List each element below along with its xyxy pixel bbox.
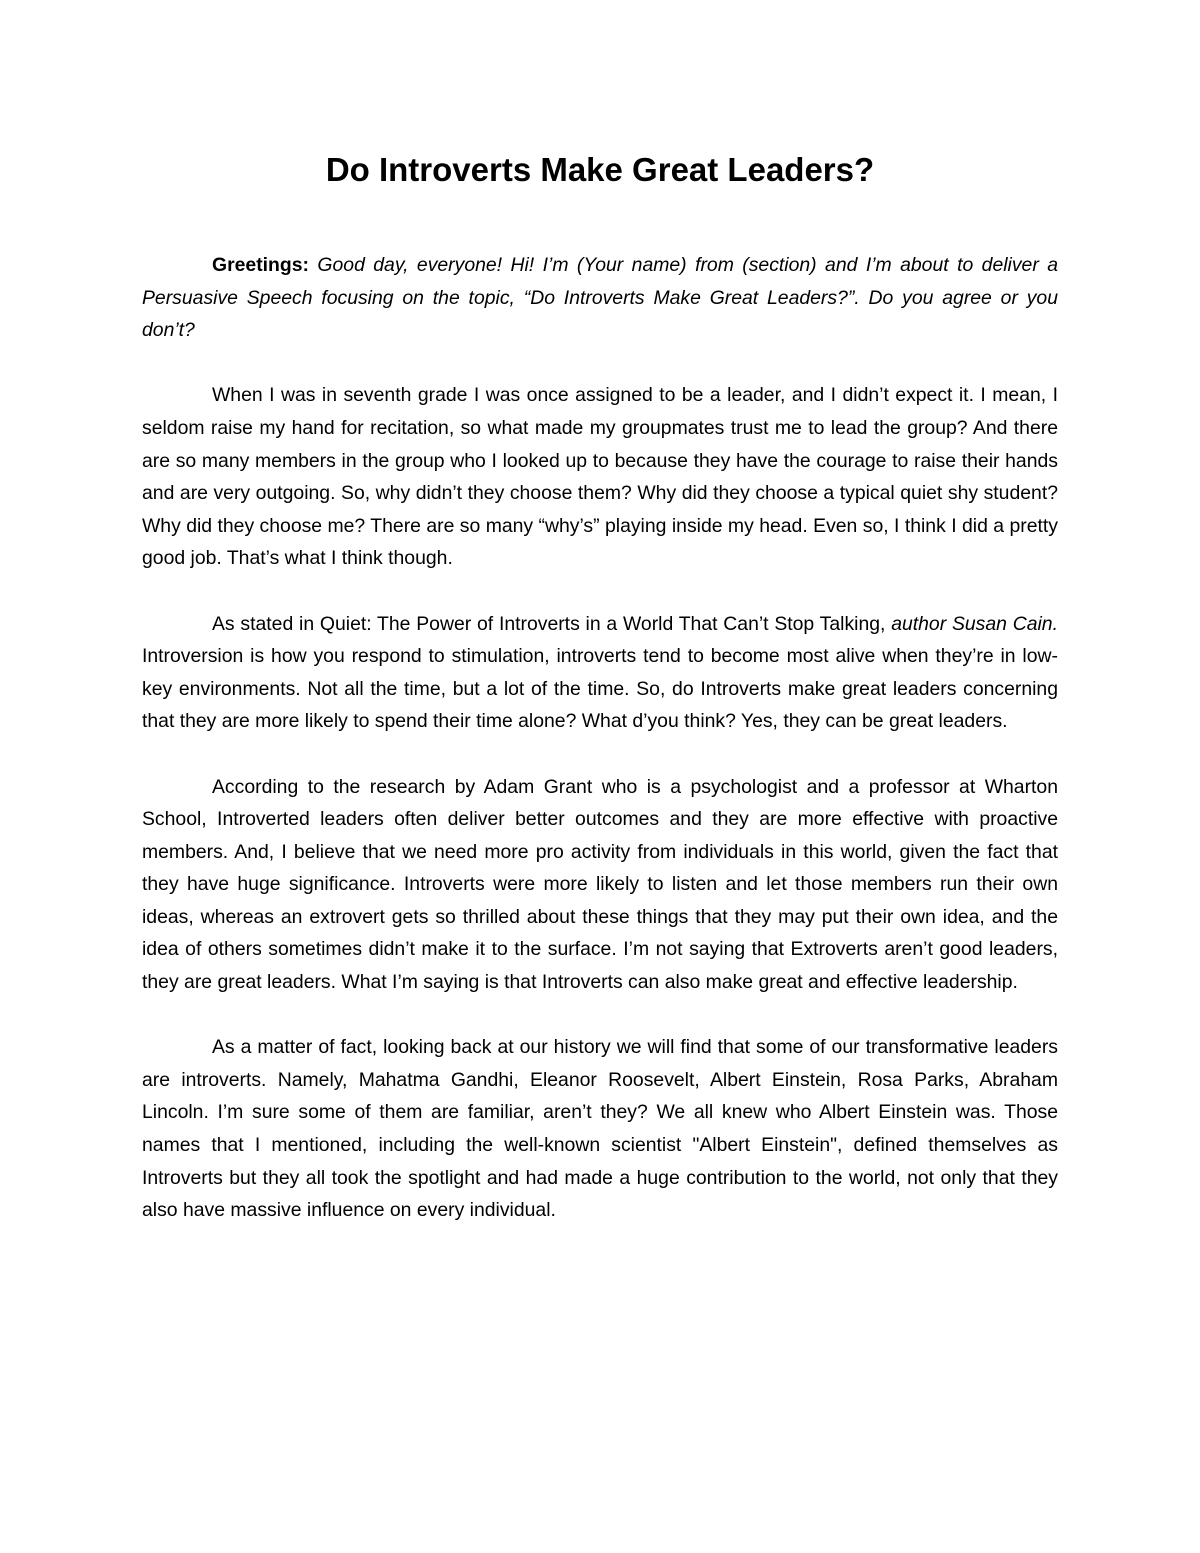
document-title: Do Introverts Make Great Leaders?: [325, 151, 875, 188]
document-body: [142, 249, 1058, 1227]
greeting-text: Good day, everyone! Hi! I’m (Your name) from (section) and I’m about to deliver a Persuasive Speech focusing on the topic, “Do Introverts Make Great Leaders?”. Do you agree or you don’t?: [142, 254, 1058, 342]
paragraph-history: As a matter of fact, looking back at our history we will find that some of our transformative leaders are introverts. Namely, Mahatma Gandhi, Eleanor Roosevelt, Albert Einstein, Rosa Parks, Abraham Lincoln. I’m sure some of them are familiar, aren’t they? We all knew who Albert Einstein was. Those names that I mentioned, including the well-known scientist "Albert Einstein", defined themselves as Introverts but they all took the spotlight and had made a huge contribution to the world, not only that they also have massive influence on every individual.: [142, 1036, 1058, 1222]
paragraph-seventh-grade: When I was in seventh grade I was once assigned to be a leader, and I didn’t expect it. I mean, I seldom raise my hand for recitation, so what made my groupmates trust me to lead the group? And there are so many members in the group who I looked up to because they have the courage to raise their hands and are very outgoing. So, why didn’t they choose them? Why did they choose a typical quiet shy student? Why did they choose me? There are so many “why’s” playing inside my head. Even so, I think I did a pretty good job. That’s what I think though.: [142, 384, 1058, 570]
paragraph-susan-cain: [142, 608, 1058, 738]
greeting-label: Greetings:: [212, 254, 309, 276]
paragraph-susan-cain-author: author Susan Cain.: [885, 612, 1058, 635]
greeting-paragraph: [142, 249, 1058, 347]
paragraph-susan-cain-rest: Introversion is how you respond to stimulation, introverts tend to become most alive when they’re in low-key environments. Not all the time, but a lot of the time. So, do Introverts make great leaders concerning that they are more likely to spend their time alone? What d’you think? Yes, they can be great leaders.: [142, 645, 1058, 733]
paragraph-susan-cain-lead: As stated in Quiet: The Power of Introverts in a World That Can’t Stop Talking,: [212, 612, 886, 635]
paragraph-adam-grant: According to the research by Adam Grant who is a psychologist and a professor at Wharton School, Introverted leaders often deliver better outcomes and they are more effective with proactive members. And, I believe that we need more pro activity from individuals in this world, given the fact that they have huge significance. Introverts were more likely to listen and let those members run their own ideas, whereas an extrovert gets so thrilled about these things that they may put their own idea, and the idea of others sometimes didn’t make it to the surface. I’m not saying that Extroverts aren’t good leaders, they are great leaders. What I’m saying is that Introverts can also make great and effective leadership.: [142, 775, 1058, 994]
